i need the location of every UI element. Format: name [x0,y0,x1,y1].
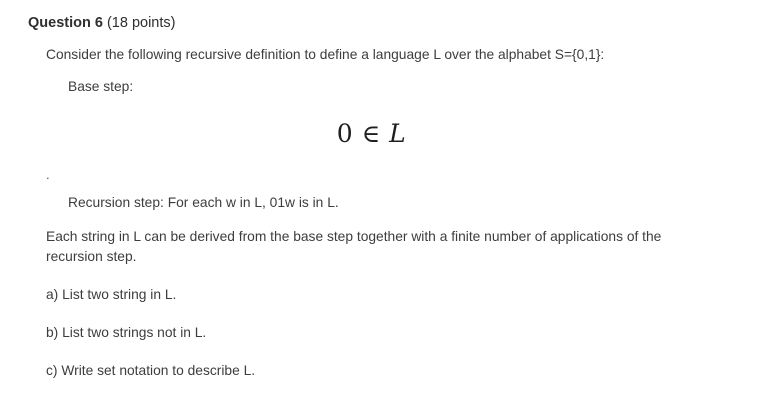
question-points: (18 points) [106,15,176,31]
intro-paragraph: Consider the following recursive definition to define a language L over the alphabet S={0,1}: [46,46,605,62]
page-title [28,14,783,33]
stray-period: . [46,166,50,182]
formula-relation: ∈ [361,118,381,148]
part-a: a) List two string in L. [46,286,177,302]
part-c: c) Write set notation to describe L. [46,362,256,378]
base-step-label: Base step: [68,78,134,94]
recursion-step: Recursion step: For each w in L, 01w is in L. [68,194,339,210]
formula-set: L [389,118,407,148]
question-label: Question 6 [28,15,103,31]
formula-element: 0 [336,118,354,148]
formula-zero-in-l [0,119,783,148]
part-b: b) List two strings not in L. [46,324,207,340]
derivation-paragraph: Each string in L can be derived from the base step together with a finite number of applications of the recursion step. [46,228,662,264]
